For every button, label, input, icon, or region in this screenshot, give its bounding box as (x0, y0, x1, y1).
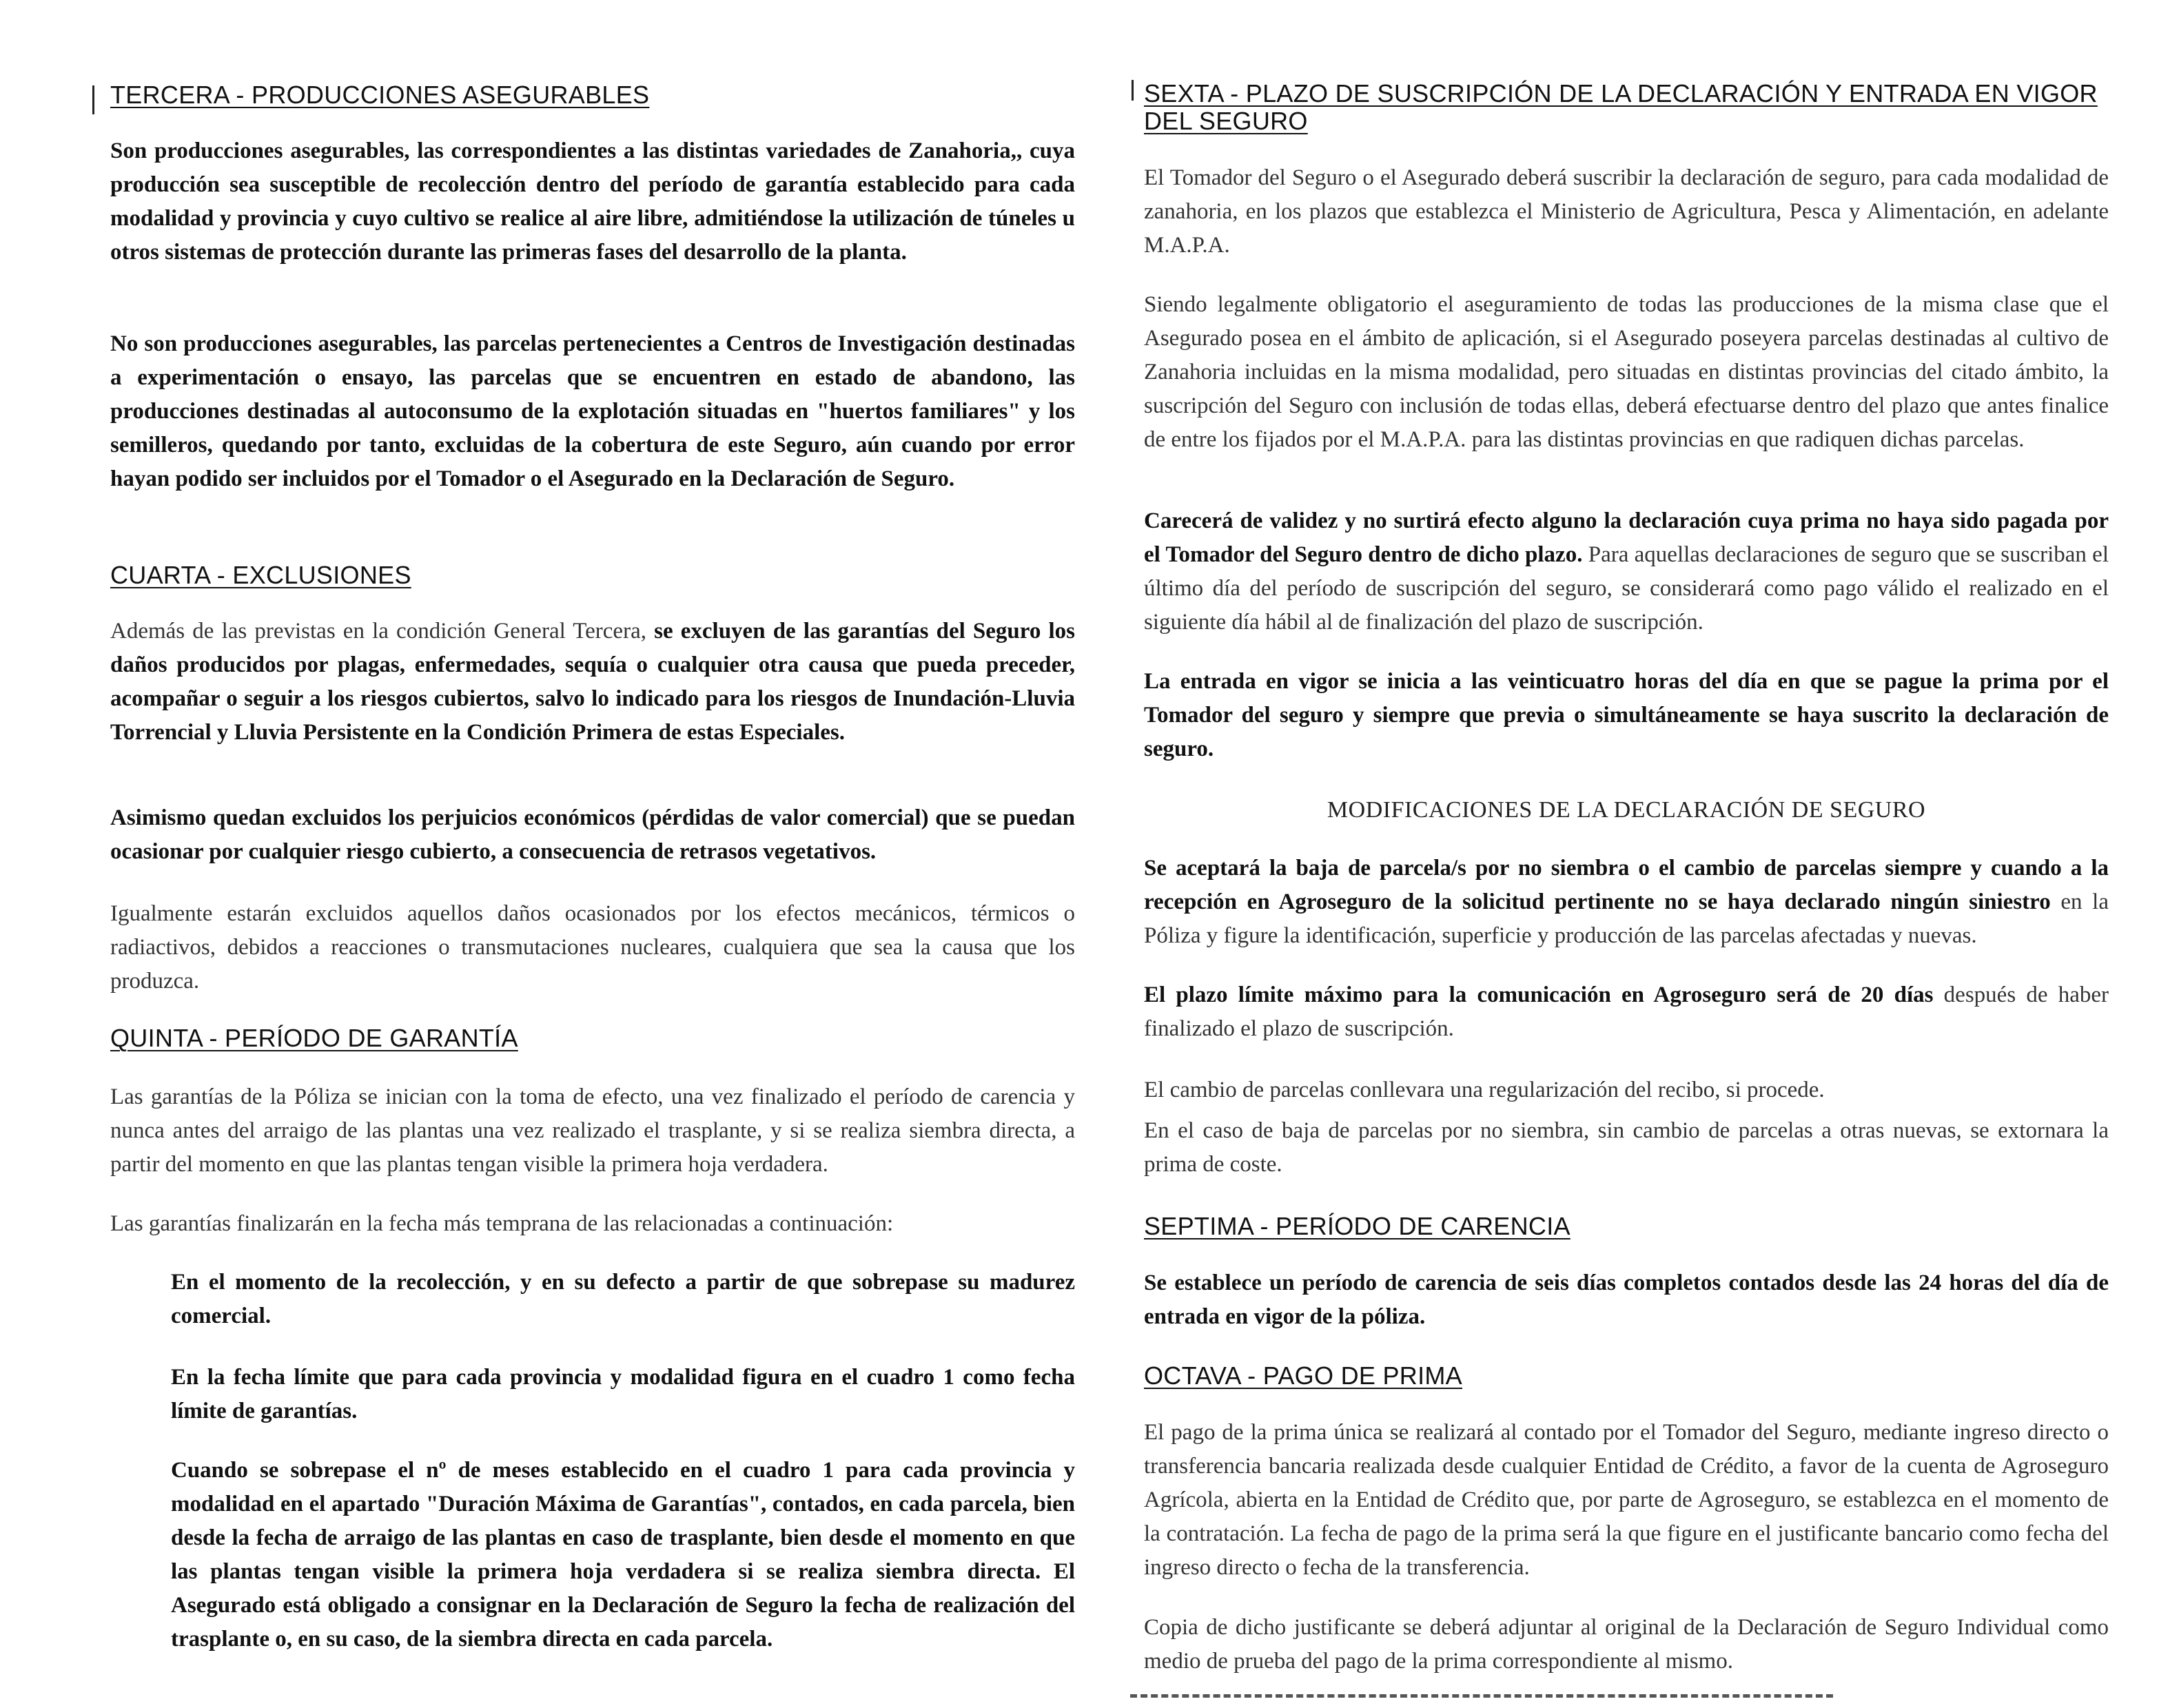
quinta-item-1: En el momento de la recolección, y en su defecto a partir de que sobrepase su madurez comercial. (171, 1270, 1075, 1328)
section-title-septima: SEPTIMA - PERÍODO DE CARENCIA (1144, 1212, 1570, 1240)
quinta-item-2: En la fecha límite que para cada provincia y modalidad figura en el cuadro 1 como fecha límite de garantías. (171, 1365, 1075, 1423)
cuarta-paragraph-3: Igualmente estarán excluidos aquellos daños ocasionados por los efectos mecánicos, térmicos o radiactivos, debidos a reacciones o transmutaciones nucleares, cualquiera que sea la causa que los produzca. (110, 901, 1075, 994)
modificaciones-paragraph-1 (1144, 852, 2109, 953)
page-cut-line (1130, 1694, 1833, 1698)
sexta-paragraph-2: Siendo legalmente obligatorio el aseguramiento de todas las producciones de la misma clase que el Asegurado posea en el ámbito de aplicación, si el Asegurado poseyera parcelas destinadas al cultivo de Zanahoria incluidas en la misma modalidad, pero situadas en distintas provincias del citado ámbito, la suscripción del Seguro con inclusión de todas ellas, deberá efectuarse dentro del plazo que antes finalice de entre los fijados por el M.A.P.A. para las distintas provincias en que radiquen dichas parcelas. (1144, 292, 2109, 452)
quinta-paragraph-1: Las garantías de la Póliza se inician con la toma de efecto, una vez finalizado el período de carencia y nunca antes del arraigo de las plantas una vez realizado el trasplante, y si se realiza siembra directa, a partir del momento en que las plantas tengan visible la primera hoja verdadera. (110, 1084, 1075, 1177)
modificaciones-p2-rest: después de haber finalizado el plazo de suscripción. (1144, 982, 2109, 1041)
margin-marker (1132, 80, 1134, 101)
cuarta-paragraph-2: Asimismo quedan excluidos los perjuicios económicos (pérdidas de valor comercial) que se puedan ocasionar por cualquier riesgo cubierto, a consecuencia de retrasos vegetativos. (110, 805, 1075, 864)
modificaciones-paragraph-3: El cambio de parcelas conllevara una regularización del recibo, si procede. (1144, 1078, 1825, 1102)
modificaciones-paragraph-2 (1144, 978, 2109, 1046)
margin-marker (92, 85, 94, 114)
sexta-paragraph-4: La entrada en vigor se inicia a las veinticuatro horas del día en que se pague la prima por el Tomador del seguro y siempre que previa o simultáneamente se haya suscrito la declaración de seguro. (1144, 669, 2109, 761)
modificaciones-p2-bold: El plazo límite máximo para la comunicación en Agroseguro será de 20 días (1144, 982, 1934, 1007)
sexta-p3-rest: Para aquellas declaraciones de seguro que se suscriban el último día del período de suscripción del seguro, se considerará como pago válido el realizado en el siguiente día hábil al de finalización del plazo de suscripción. (1144, 542, 2109, 635)
modificaciones-p1-bold: Se aceptará la baja de parcela/s por no siembra o el cambio de parcelas siempre y cuando a la recepción en Agroseguro de la solicitud pertinente no se haya declarado ningún siniestro (1144, 856, 2109, 914)
section-title-octava: OCTAVA - PAGO DE PRIMA (1144, 1361, 1462, 1390)
cuarta-paragraph-1 (110, 615, 1075, 750)
modificaciones-title: MODIFICACIONES DE LA DECLARACIÓN DE SEGURO (1327, 797, 1926, 823)
octava-paragraph-1: El pago de la prima única se realizará al contado por el Tomador del Seguro, mediante ingreso directo o transferencia bancaria realizada desde cualquier Entidad de Crédito, a favor de la cuenta de Agroseguro Agrícola, abierta en la Entidad de Crédito que, por parte de Agroseguro, se establezca en el momento de la contratación. La fecha de pago de la prima será la que figure en el justificante bancario como fecha del ingreso directo o fecha de la transferencia. (1144, 1420, 2109, 1580)
section-title-sexta: SEXTA - PLAZO DE SUSCRIPCIÓN DE LA DECLARACIÓN Y ENTRADA EN VIGOR DEL SEGURO (1144, 79, 2098, 135)
quinta-paragraph-2: Las garantías finalizarán en la fecha más temprana de las relacionadas a continuación: (110, 1211, 894, 1236)
tercera-paragraph-1: Son producciones asegurables, las correspondientes a las distintas variedades de Zanahoria,, cuya producción sea susceptible de recolección dentro del período de garantía establecido para cada modalidad y provincia y cuyo cultivo se realice al aire libre, admitiéndose la utilización de túneles u otros sistemas de protección durante las primeras fases del desarrollo de la planta. (110, 138, 1075, 265)
cuarta-p1-bold: se excluyen de las garantías del Seguro los daños producidos por plagas, enfermedades, sequía o cualquier otra causa que pueda preceder, acompañar o seguir a los riesgos cubiertos, salvo lo indicado para los riesgos de Inundación-Lluvia Torrencial y Lluvia Persistente en la Condición Primera de estas Especiales. (110, 619, 1075, 745)
sexta-paragraph-1: El Tomador del Seguro o el Asegurado deberá suscribir la declaración de seguro, para cada modalidad de zanahoria, en los plazos que establezca el Ministerio de Agricultura, Pesca y Alimentación, en adelante M.A.P.A. (1144, 165, 2109, 258)
section-title-quinta: QUINTA - PERÍODO DE GARANTÍA (110, 1024, 518, 1052)
sexta-p3-bold: Carecerá de validez y no surtirá efecto alguno la declaración cuya prima no haya sido pagada por el Tomador del Seguro dentro de dicho plazo. (1144, 508, 2109, 567)
tercera-paragraph-2: No son producciones asegurables, las parcelas pertenecientes a Centros de Investigación destinadas a experimentación o ensayo, las parcelas que se encuentren en estado de abandono, las producciones destinadas al autoconsumo de la explotación situadas en "huertos familiares" y los semilleros, quedando por tanto, excluidas de la cobertura de este Seguro, aún cuando por error hayan podido ser incluidos por el Tomador o el Asegurado en la Declaración de Seguro. (110, 331, 1075, 491)
modificaciones-paragraph-4: En el caso de baja de parcelas por no siembra, sin cambio de parcelas a otras nuevas, se extornara la prima de coste. (1144, 1118, 2109, 1177)
modificaciones-p1-rest: en la Póliza y figure la identificación, superficie y producción de las parcelas afectadas y nuevas. (1144, 889, 2109, 948)
quinta-item-3: Cuando se sobrepase el nº de meses establecido en el cuadro 1 para cada provincia y modalidad en el apartado "Duración Máxima de Garantías", contados, en cada parcela, bien desde la fecha de arraigo de las plantas en caso de trasplante, bien desde el momento en que las plantas tengan visible la primera hoja verdadera si se realiza siembra directa. El Asegurado está obligado a consignar en la Declaración de Seguro la fecha de realización del trasplante o, en su caso, de la siembra directa en cada parcela. (171, 1458, 1075, 1652)
septima-paragraph-1: Se establece un período de carencia de seis días completos contados desde las 24 horas del día de entrada en vigor de la póliza. (1144, 1270, 2109, 1329)
octava-paragraph-2: Copia de dicho justificante se deberá adjuntar al original de la Declaración de Seguro Individual como medio de prueba del pago de la prima correspondiente al mismo. (1144, 1615, 2109, 1674)
section-title-cuarta: CUARTA - EXCLUSIONES (110, 561, 411, 589)
cuarta-p1-intro: Además de las previstas en la condición General Tercera, (110, 619, 655, 644)
section-title-tercera: TERCERA - PRODUCCIONES ASEGURABLES (110, 81, 650, 109)
sexta-paragraph-3 (1144, 504, 2109, 639)
